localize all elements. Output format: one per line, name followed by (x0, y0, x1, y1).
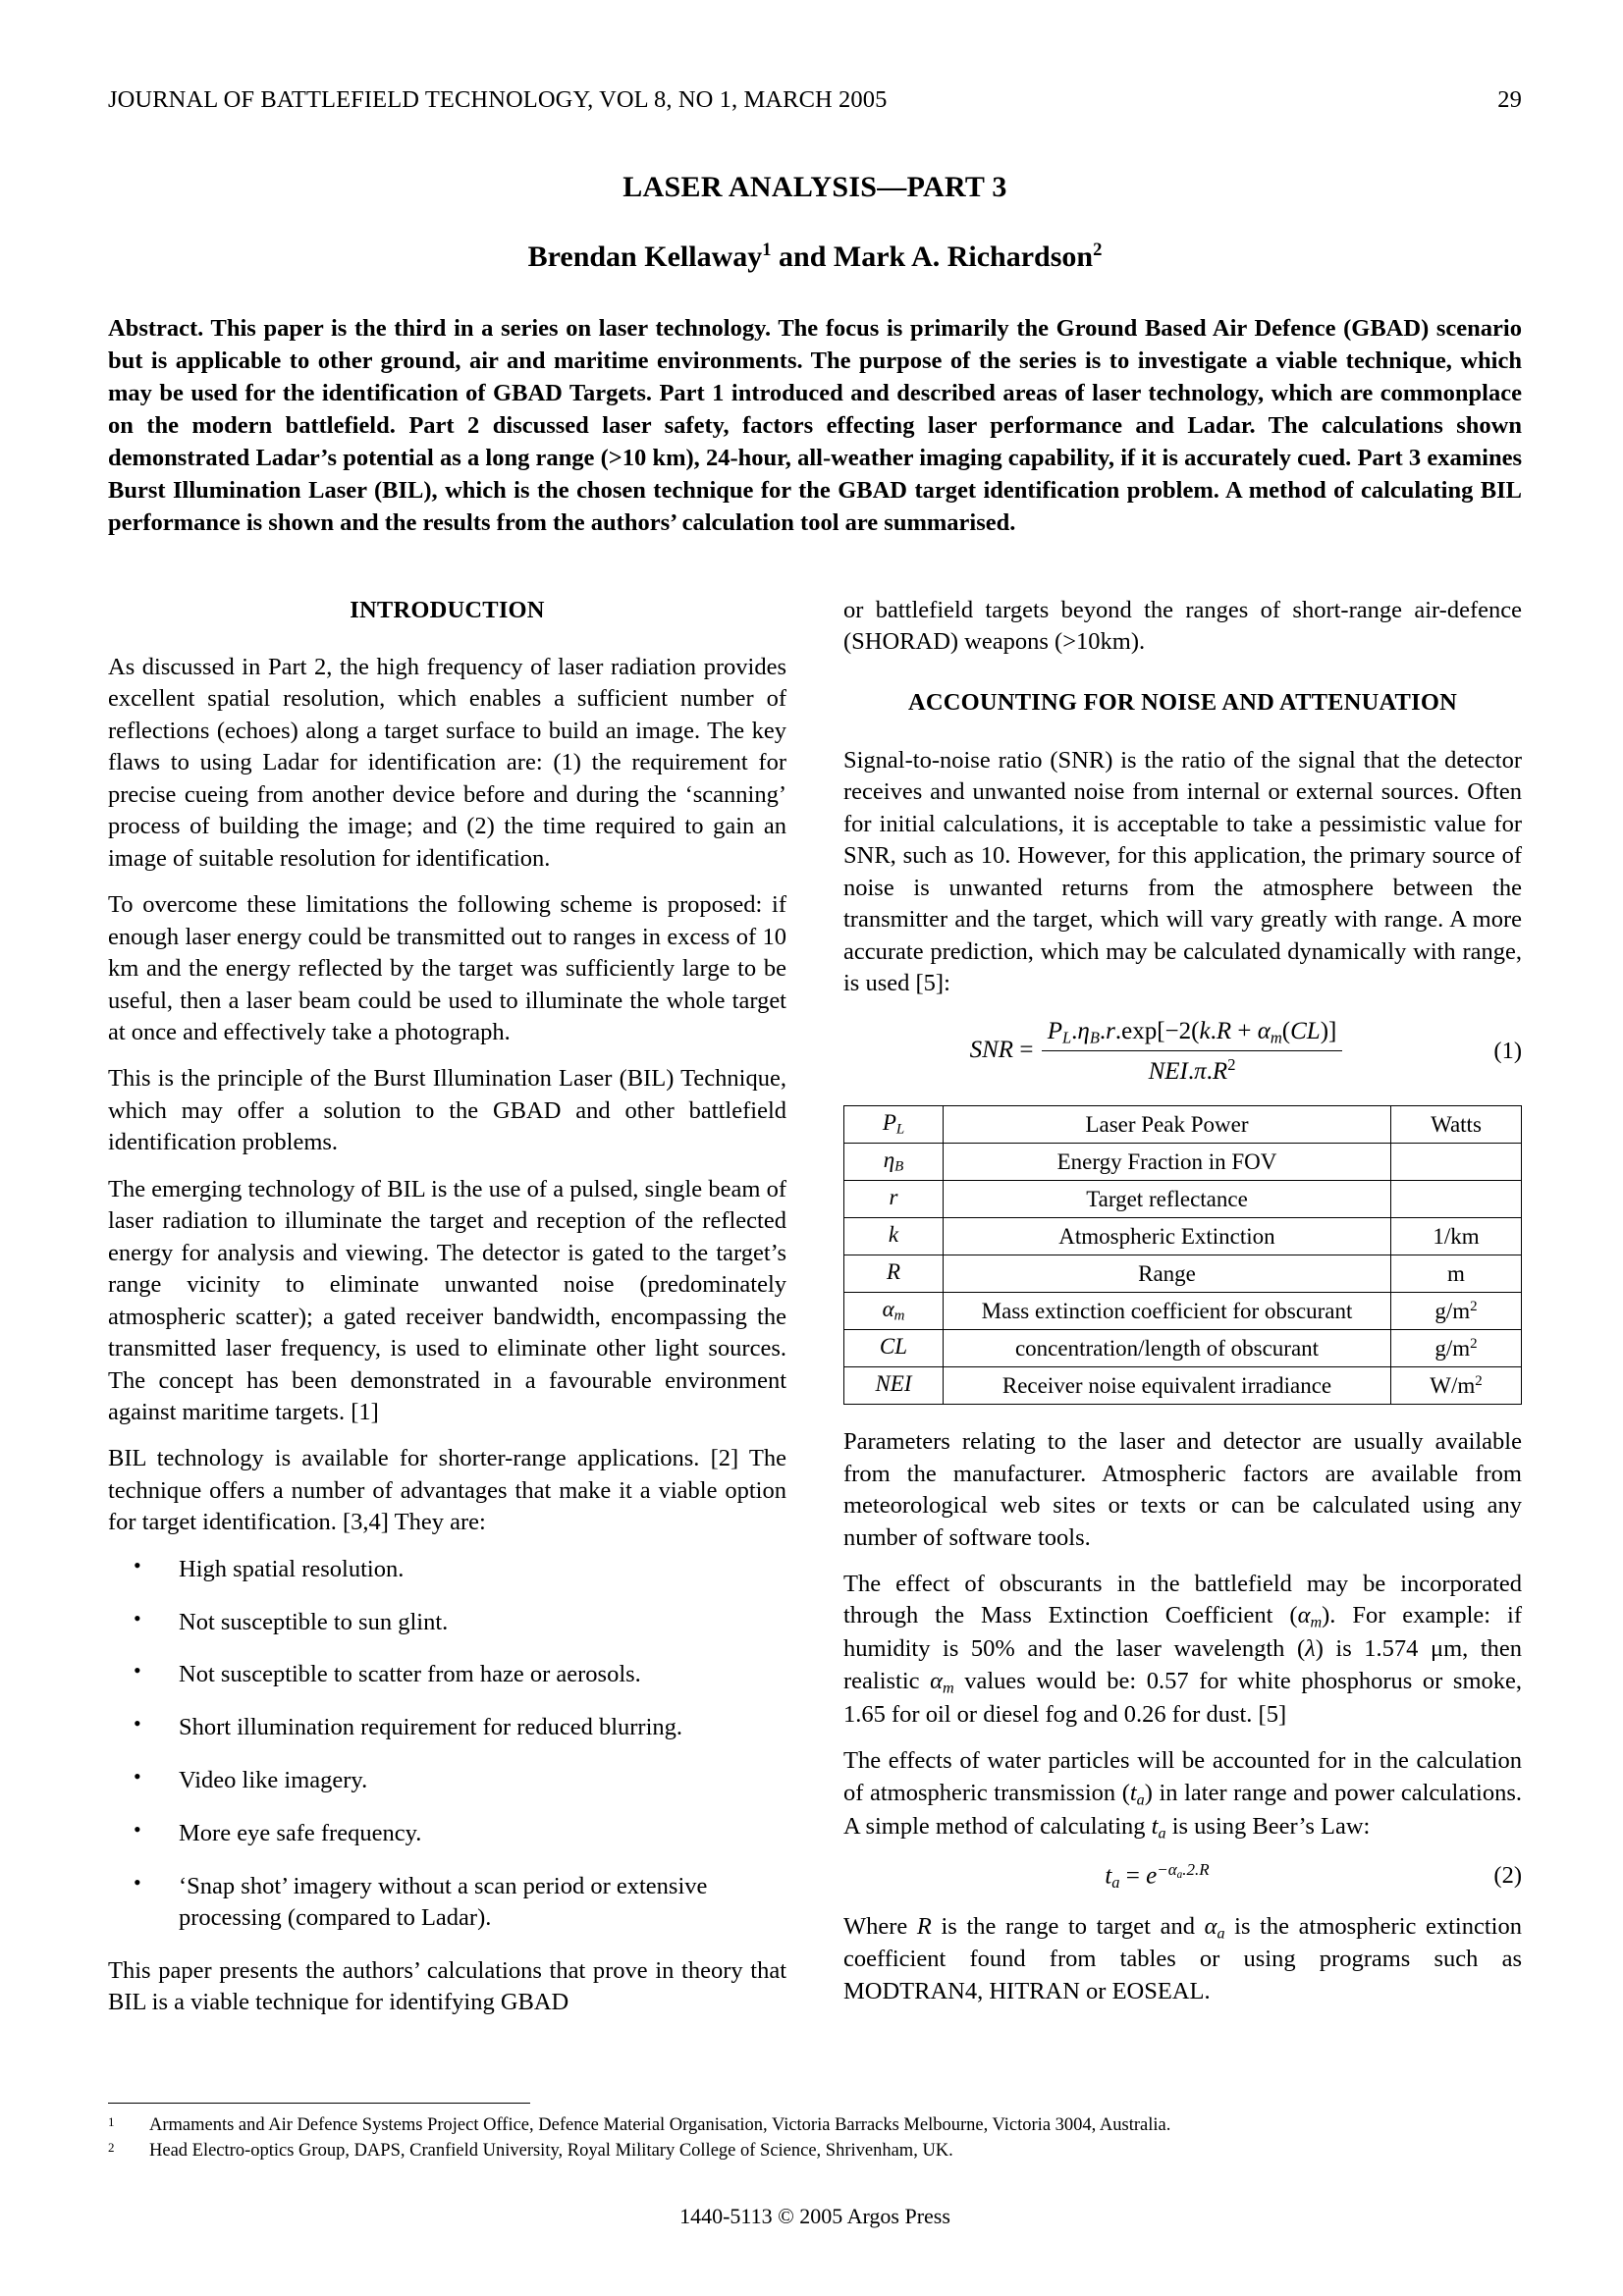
equation-1-numerator: $P_L.\eta_B.r.\exp[-2(k.R + \alpha_m(CL)]$ (1042, 1015, 1343, 1051)
equation-2-body: $t_a = e^{-\alpha_a.2.R}$ (1105, 1859, 1210, 1892)
equals-sign: = (1019, 1036, 1034, 1063)
table-cell-unit: m (1391, 1255, 1522, 1293)
table-row (844, 1218, 1522, 1255)
equation-2 (843, 1859, 1522, 1894)
paragraph: Where R is the range to target and $\alpha_a$ is the atmospheric extinction coefficient found from tables or using programs such as MODTRAN4, HITRAN or EOSEAL. (843, 1912, 1522, 2004)
table-cell-symbol: k (844, 1218, 944, 1255)
list-item: • More eye safe frequency. (108, 1818, 786, 1849)
table-cell-description: Energy Fraction in FOV (944, 1144, 1391, 1181)
paragraph: To overcome these limitations the following scheme is proposed: if enough laser energy could be transmitted out to ranges in excess of 10 km and the energy reflected by the target was sufficiently large to be useful, then a laser beam could be used to illuminate the whole target at once and effectively take a photograph. (108, 891, 786, 1045)
footnote-text: Armaments and Air Defence Systems Project Office, Defence Material Organisation, Victoria Barracks Melbourne, Victoria 3004, Australia. (149, 2115, 1171, 2135)
list-item: • High spatial resolution. (108, 1554, 786, 1585)
table-cell-symbol: $\eta_B$ (844, 1144, 944, 1181)
list-item: • Short illumination requirement for reduced blurring. (108, 1712, 786, 1743)
paragraph: Parameters relating to the laser and detector are usually available from the manufacturer. Atmospheric factors are available from meteorological web sites or texts or can be calculated using any number of software tools. (843, 1428, 1522, 1551)
table-row (844, 1255, 1522, 1293)
page-number: 29 (1497, 86, 1522, 113)
footnote-text: Head Electro-optics Group, DAPS, Cranfield University, Royal Military College of Science, Shrivenham, UK. (149, 2141, 953, 2162)
page-footer-issn: 1440-5113 © 2005 Argos Press (679, 2203, 950, 2228)
list-item: • Not susceptible to scatter from haze or aerosols. (108, 1659, 786, 1690)
table-cell-symbol: NEI (844, 1367, 944, 1405)
table-row (844, 1330, 1522, 1367)
footnote-separator-rule (108, 2103, 530, 2104)
left-column (108, 595, 786, 2034)
paragraph: Signal-to-noise ratio (SNR) is the ratio of the signal that the detector receives and unwanted noise from internal or external sources. Often for initial calculations, it is acceptable to take a pessimistic value for SNR, such as 10. However, for this application, the primary source of noise is unwanted returns from the atmosphere between the transmitter and the target, which will vary greatly with range. A more accurate prediction, which may be calculated dynamically with range, is used [5]: (843, 746, 1522, 997)
table-cell-symbol: $\alpha_m$ (844, 1293, 944, 1330)
paragraph: The effects of water particles will be accounted for in the calculation of atmospheric transmission $(t_a)$ in later range and power calculations. A simple method of calculating $t_a$ is using Beer’s Law: (843, 1747, 1522, 1842)
author-2-footnote-marker: 2 (1093, 240, 1103, 260)
table-row (844, 1293, 1522, 1330)
paper-title: LASER ANALYSIS—PART 3 (622, 171, 1007, 203)
table-cell-unit: $W/m^2$ (1391, 1367, 1522, 1405)
author-1-footnote-marker: 1 (762, 240, 772, 260)
paragraph: BIL technology is available for shorter-range applications. [2] The technique offers a number of advantages that make it a viable option for target identification. [3,4] They are: (108, 1445, 786, 1536)
table-cell-unit (1391, 1181, 1522, 1218)
journal-citation: JOURNAL OF BATTLEFIELD TECHNOLOGY, VOL 8, NO 1, MARCH 2005 (108, 86, 888, 113)
table-cell-unit: $g/m^2$ (1391, 1293, 1522, 1330)
table-cell-description: Laser Peak Power (944, 1106, 1391, 1144)
table-cell-description: Range (944, 1255, 1391, 1293)
equation-1 (843, 1015, 1522, 1089)
author-2-name: Mark A. Richardson (833, 240, 1094, 273)
table-cell-unit: Watts (1391, 1106, 1522, 1144)
author-line (108, 240, 1522, 274)
abstract-text: Abstract. This paper is the third in a series on laser technology. The focus is primarily the Ground Based Air Defence (GBAD) scenario but is applicable to other ground, air and maritime environments. The purpose of the series is to investigate a viable technique, which may be used for the identification of GBAD Targets. Part 1 introduced and described areas of laser technology, which are commonplace on the modern battlefield. Part 2 discussed laser safety, factors effecting laser performance and Ladar. The calculations shown demonstrated Ladar’s potential as a long range (>10 km), 24-hour, all-weather imaging capability, if it is accurately cued. Part 3 examines Burst Illumination Laser (BIL), which is the chosen technique for the GBAD target identification problem. A method of calculating BIL performance is shown and the results from the authors’ calculation tool are summarised. (108, 315, 1522, 536)
equation-1-fraction (1042, 1015, 1343, 1089)
equation-1-denominator: $NEI.\pi.R^2$ (1148, 1055, 1236, 1086)
paragraph: As discussed in Part 2, the high frequency of laser radiation provides excellent spatial resolution, which enables a sufficient number of reflections (echoes) along a target surface to build an image. The key flaws to using Ladar for identification are: (1) the requirement for precise cueing from another device before and during the ‘scanning’ process of building the image; and (2) the time required to gain an image of suitable resolution for identification. (108, 654, 786, 872)
table-cell-description: concentration/length of obscurant (944, 1330, 1391, 1367)
equation-1-number: (1) (1493, 1037, 1522, 1064)
parameter-table (843, 1105, 1522, 1405)
table-cell-symbol: r (844, 1181, 944, 1218)
list-item: • Video like imagery. (108, 1765, 786, 1796)
footnote (108, 2112, 1522, 2138)
section-heading-accounting: ACCOUNTING FOR NOISE AND ATTENUATION (908, 689, 1457, 717)
body-columns (108, 595, 1522, 2034)
equals-sign: = (1125, 1862, 1140, 1890)
table-row (844, 1144, 1522, 1181)
table-cell-unit (1391, 1144, 1522, 1181)
table-cell-description: Receiver noise equivalent irradiance (944, 1367, 1391, 1405)
table-row (844, 1181, 1522, 1218)
table-cell-unit: $g/m^2$ (1391, 1330, 1522, 1367)
table-cell-symbol: R (844, 1255, 944, 1293)
table-cell-unit: 1/km (1391, 1218, 1522, 1255)
equation-2-number: (2) (1493, 1861, 1522, 1889)
table-cell-symbol: $P_L$ (844, 1106, 944, 1144)
author-conjunction: and (771, 240, 834, 273)
page-content (108, 86, 1522, 2033)
footnote (108, 2138, 1522, 2163)
running-head (108, 86, 1522, 114)
section-heading-introduction: INTRODUCTION (350, 596, 545, 623)
table-cell-description: Mass extinction coefficient for obscurant (944, 1293, 1391, 1330)
paragraph: The effect of obscurants in the battlefield may be incorporated through the Mass Extinction Coefficient $(\alpha_m)$. For example: if humidity is 50% and the laser wavelength (λ) is 1.574 μm, then realistic $\alpha_m$ values would be: 0.57 for white phosphorus or smoke, 1.65 for oil or diesel fog and 0.26 for dust. [5] (843, 1571, 1522, 1728)
table-row (844, 1106, 1522, 1144)
equation-2-exponent: −αa.2.R (1157, 1859, 1210, 1881)
table-cell-description: Target reflectance (944, 1181, 1391, 1218)
table-row (844, 1367, 1522, 1405)
equation-1-lhs: SNR (969, 1036, 1014, 1063)
footnote-marker: 2 (108, 2140, 115, 2156)
paragraph: This paper presents the authors’ calculations that prove in theory that BIL is a viable technique for identifying GBAD (108, 1956, 786, 2015)
equation-2-rhs-base: e (1146, 1862, 1158, 1890)
list-item: • ‘Snap shot’ imagery without a scan period or extensive processing (compared to Ladar). (108, 1871, 786, 1934)
equation-1-body (843, 1015, 1471, 1089)
advantages-list (108, 1554, 786, 1934)
list-item: • Not susceptible to sun glint. (108, 1607, 786, 1638)
footnote-area (108, 2103, 1522, 2229)
right-column (843, 595, 1522, 2023)
paragraph: This is the principle of the Burst Illumination Laser (BIL) Technique, which may offer a solution to the GBAD and other battlefield identification problems. (108, 1065, 786, 1156)
equation-2-lhs: t (1105, 1862, 1112, 1890)
footnote-marker: 1 (108, 2114, 115, 2129)
table-cell-symbol: CL (844, 1330, 944, 1367)
table-cell-description: Atmospheric Extinction (944, 1218, 1391, 1255)
author-1-name: Brendan Kellaway (527, 240, 763, 273)
paragraph: The emerging technology of BIL is the use of a pulsed, single beam of laser radiation to illuminate the target and reception of the reflected energy for analysis and viewing. The detector is gated to the target’s range vicinity to eliminate unwanted noise (predominately atmospheric scatter); a gated receiver bandwidth, encompassing the transmitted laser frequency, is used to eliminate other light sources. The concept has been demonstrated in a favourable environment against maritime targets. [1] (108, 1175, 786, 1425)
paragraph: or battlefield targets beyond the ranges of short-range air-defence (SHORAD) weapons (>10km). (843, 596, 1522, 656)
